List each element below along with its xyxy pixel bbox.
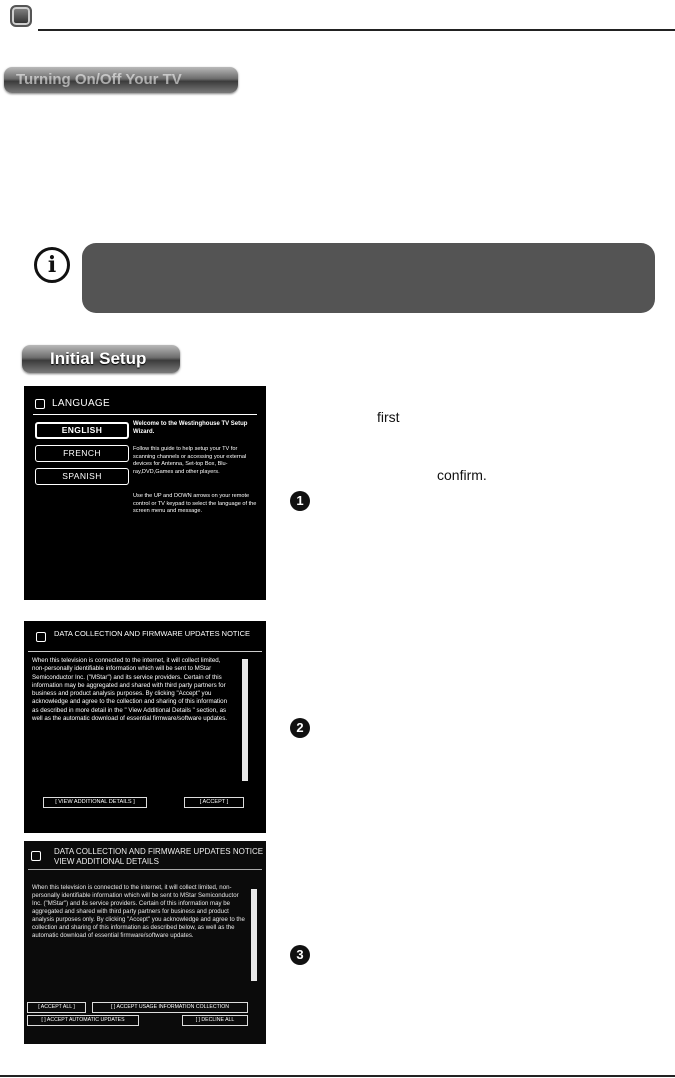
step1-word-first: first — [377, 409, 400, 425]
step-number-3: 3 — [290, 945, 310, 965]
section-pill-label: Initial Setup — [50, 349, 147, 368]
welcome-text: Welcome to the Westinghouse TV Setup Wizard. — [133, 421, 248, 435]
accept-updates-button[interactable]: [ ] ACCEPT AUTOMATIC UPDATES — [27, 1015, 139, 1026]
notice-text: When this television is connected to the internet, it will collect limited, non-personally identifiable information which will be sent to MStar Semiconductor Inc. ("MStar") and its service providers. Certain of this information may be aggregated and shared with third party partners for business and product analysis purposes only. By clicking "Accept" you acknowledge and agree to the collection and sharing of this information as described below, as well as the automatic download of essential firmware/software updates. — [32, 884, 245, 939]
divider — [33, 414, 257, 415]
screen-title: DATA COLLECTION AND FIRMWARE UPDATES NOTICE VIEW ADDITIONAL DETAILS — [54, 847, 264, 866]
checkbox-icon — [31, 851, 41, 861]
accept-usage-button[interactable]: [ ] ACCEPT USAGE INFORMATION COLLECTION — [92, 1002, 248, 1013]
additional-details-screen — [24, 841, 266, 1044]
language-screen — [24, 386, 266, 600]
accept-all-button[interactable]: [ ACCEPT ALL ] — [27, 1002, 86, 1013]
guide-text: Follow this guide to help setup your TV for scanning channels or accessing your external devices for Antenna, Set-top Box, Blu-ray,DVD,Games and other players. — [133, 446, 247, 475]
checkbox-icon — [36, 632, 46, 642]
screen-title: LANGUAGE — [52, 398, 110, 409]
info-icon: i — [34, 247, 70, 283]
screen-title: DATA COLLECTION AND FIRMWARE UPDATES NOTICE — [54, 629, 250, 638]
step1-word-confirm: confirm. — [437, 467, 487, 483]
data-collection-screen — [24, 621, 266, 833]
scrollbar[interactable] — [251, 889, 257, 981]
language-option-spanish[interactable]: SPANISH — [35, 468, 129, 485]
divider — [28, 651, 262, 652]
divider — [28, 869, 262, 870]
section-pill-label: Turning On/Off Your TV — [16, 71, 182, 88]
step-number-2: 2 — [290, 718, 310, 738]
instruction-text: Use the UP and DOWN arrows on your remote control or TV keypad to select the language of the screen menu and message. — [133, 493, 257, 514]
section-pill-turning-on-off — [4, 67, 238, 93]
language-option-french[interactable]: FRENCH — [35, 445, 129, 462]
view-details-button[interactable]: [ VIEW ADDITIONAL DETAILS ] — [43, 797, 147, 808]
accept-button[interactable]: [ ACCEPT ] — [184, 797, 244, 808]
notice-text: When this television is connected to the internet, it will collect limited, non-personally identifiable information which will be sent to MStar Semiconductor Inc. ("MStar") and its service providers. Certain of this information may be aggregated and shared with third party partners for business and product analysis purposes. By clicking "Accept" you acknowledge and agree to the collection and sharing of this information as described in more detail in the " View Additional Details " section, as well as the automatic download of essential firmware/software updates. — [32, 657, 228, 723]
checkbox-icon — [35, 399, 45, 409]
note-box — [82, 243, 655, 313]
footer-rule — [0, 1075, 675, 1077]
decline-all-button[interactable]: [ ] DECLINE ALL — [182, 1015, 248, 1026]
step-number-1: 1 — [290, 491, 310, 511]
scrollbar[interactable] — [242, 659, 248, 781]
chapter-tab-icon — [10, 5, 32, 27]
language-option-english[interactable]: ENGLISH — [35, 422, 129, 439]
header-rule — [38, 29, 675, 31]
section-pill-initial-setup — [22, 345, 180, 373]
